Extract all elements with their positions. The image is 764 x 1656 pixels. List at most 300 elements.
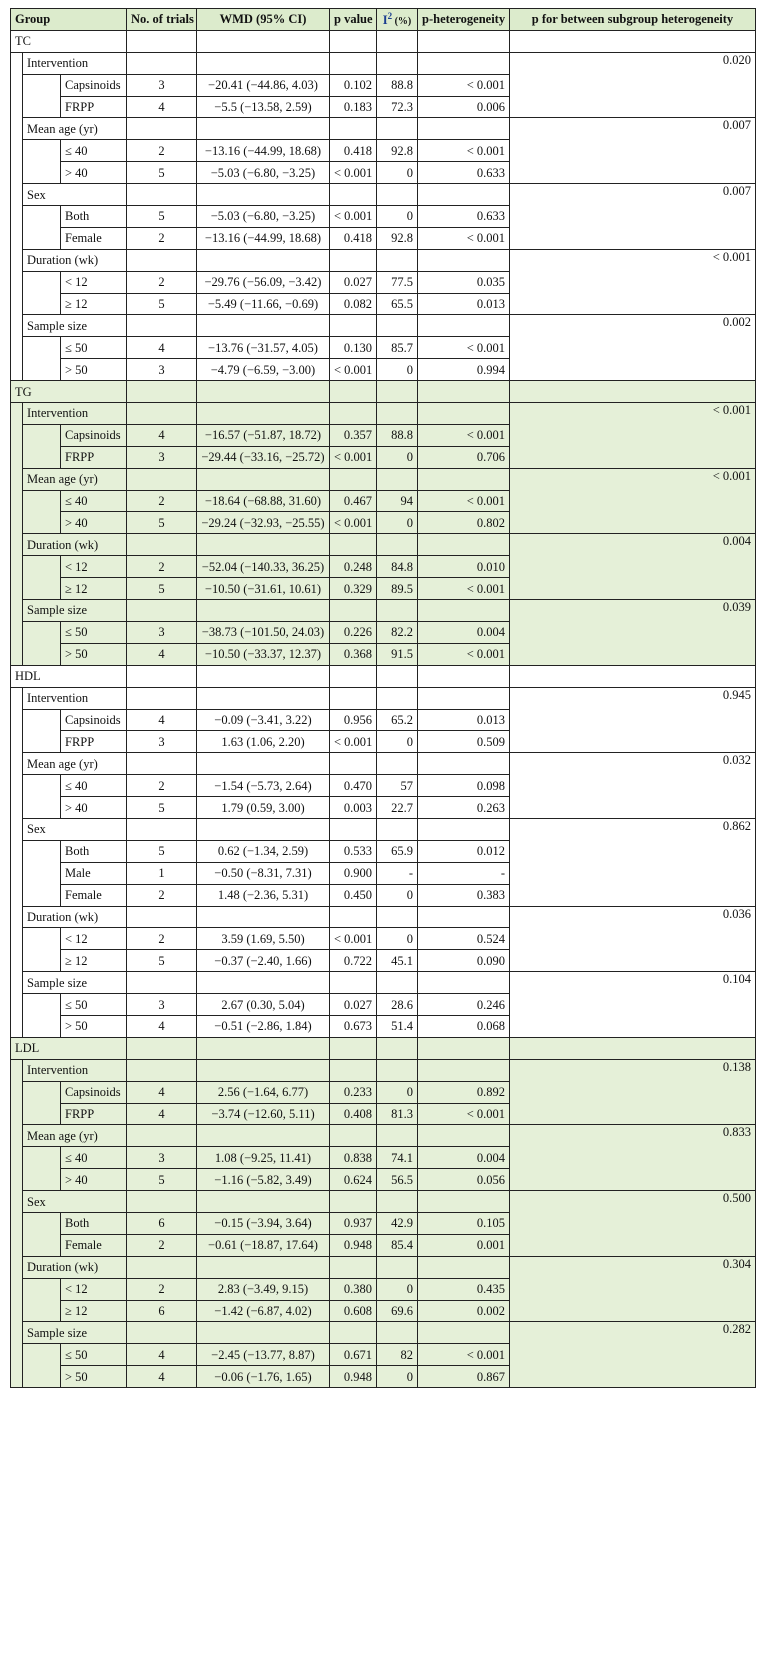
header-p-heterogeneity: p-heterogeneity: [418, 9, 510, 31]
empty-cell: [197, 665, 330, 687]
p-heterogeneity-value: 0.892: [418, 1081, 510, 1103]
i2-value: 92.8: [377, 140, 418, 162]
p-heterogeneity-value: < 0.001: [418, 578, 510, 600]
trials-count: 3: [127, 621, 197, 643]
empty-cell: [330, 906, 377, 928]
trials-count: 4: [127, 424, 197, 446]
empty-cell: [127, 600, 197, 622]
i2-value: 65.2: [377, 709, 418, 731]
p-value: < 0.001: [330, 162, 377, 184]
trials-count: 3: [127, 731, 197, 753]
group-row-ldl: [11, 1037, 756, 1059]
row-label: > 40: [61, 512, 127, 534]
trials-count: 6: [127, 1300, 197, 1322]
empty-cell: [127, 1125, 197, 1147]
empty-cell: [377, 468, 418, 490]
subgroup-label: Sex: [23, 818, 127, 840]
trials-count: 2: [127, 775, 197, 797]
subgroup-label: Intervention: [23, 403, 127, 425]
trials-count: 4: [127, 709, 197, 731]
row-label: FRPP: [61, 1103, 127, 1125]
i2-value: -: [377, 862, 418, 884]
empty-cell: [127, 184, 197, 206]
empty-cell: [197, 1191, 330, 1213]
i2-value: 57: [377, 775, 418, 797]
empty-cell: [377, 687, 418, 709]
indent-cell: [23, 621, 61, 665]
i2-value: 65.5: [377, 293, 418, 315]
trials-count: 5: [127, 1169, 197, 1191]
indent-cell: [23, 337, 61, 381]
empty-cell: [418, 1059, 510, 1081]
p-heterogeneity-value: 0.524: [418, 928, 510, 950]
empty-cell: [418, 534, 510, 556]
indent-cell: [11, 1059, 23, 1387]
i2-value: 85.7: [377, 337, 418, 359]
header-i2-sup: 2: [387, 11, 393, 22]
p-heterogeneity-value: 0.056: [418, 1169, 510, 1191]
row-label: < 12: [61, 1278, 127, 1300]
i2-value: 65.9: [377, 840, 418, 862]
p-value: 0.624: [330, 1169, 377, 1191]
empty-cell: [377, 1191, 418, 1213]
p-heterogeneity-value: 0.105: [418, 1212, 510, 1234]
header-trials: No. of trials: [127, 9, 197, 31]
subgroup-row: [11, 468, 756, 490]
trials-count: 5: [127, 950, 197, 972]
wmd-value: −29.76 (−56.09, −3.42): [197, 271, 330, 293]
row-label: ≤ 50: [61, 621, 127, 643]
trials-count: 3: [127, 446, 197, 468]
empty-cell: [330, 118, 377, 140]
indent-cell: [23, 994, 61, 1038]
trials-count: 3: [127, 994, 197, 1016]
empty-cell: [377, 600, 418, 622]
trials-count: 2: [127, 1278, 197, 1300]
p-heterogeneity-value: 0.068: [418, 1015, 510, 1037]
trials-count: 5: [127, 578, 197, 600]
i2-value: 81.3: [377, 1103, 418, 1125]
trials-count: 4: [127, 643, 197, 665]
wmd-value: −0.09 (−3.41, 3.22): [197, 709, 330, 731]
p-value: 0.533: [330, 840, 377, 862]
wmd-value: −0.50 (−8.31, 7.31): [197, 862, 330, 884]
empty-cell: [330, 1191, 377, 1213]
empty-cell: [377, 30, 418, 52]
i2-value: 84.8: [377, 556, 418, 578]
row-label: ≥ 12: [61, 293, 127, 315]
p-value: 0.130: [330, 337, 377, 359]
trials-count: 5: [127, 162, 197, 184]
p-between-value: 0.138: [510, 1059, 756, 1125]
trials-count: 3: [127, 359, 197, 381]
wmd-value: −0.15 (−3.94, 3.64): [197, 1212, 330, 1234]
p-value: 0.467: [330, 490, 377, 512]
empty-cell: [197, 381, 330, 403]
empty-cell: [418, 1256, 510, 1278]
trials-count: 4: [127, 337, 197, 359]
trials-count: 2: [127, 556, 197, 578]
p-heterogeneity-value: < 0.001: [418, 74, 510, 96]
group-name: TC: [11, 30, 127, 52]
empty-cell: [127, 687, 197, 709]
empty-cell: [330, 753, 377, 775]
trials-count: 2: [127, 271, 197, 293]
i2-value: 28.6: [377, 994, 418, 1016]
p-value: 0.608: [330, 1300, 377, 1322]
p-heterogeneity-value: 0.004: [418, 621, 510, 643]
empty-cell: [330, 1322, 377, 1344]
i2-value: 22.7: [377, 797, 418, 819]
empty-cell: [418, 30, 510, 52]
trials-count: 6: [127, 1212, 197, 1234]
indent-cell: [23, 271, 61, 315]
indent-cell: [23, 1278, 61, 1322]
empty-cell: [197, 600, 330, 622]
trials-count: 5: [127, 840, 197, 862]
p-heterogeneity-value: < 0.001: [418, 140, 510, 162]
empty-cell: [418, 381, 510, 403]
group-row-tc: [11, 30, 756, 52]
empty-cell: [418, 600, 510, 622]
subgroup-row: [11, 118, 756, 140]
row-label: Female: [61, 1234, 127, 1256]
subgroup-label: Sample size: [23, 1322, 127, 1344]
subgroup-label: Mean age (yr): [23, 468, 127, 490]
group-row-tg: [11, 381, 756, 403]
p-value: 0.248: [330, 556, 377, 578]
empty-cell: [197, 403, 330, 425]
empty-cell: [418, 52, 510, 74]
p-heterogeneity-value: 0.013: [418, 709, 510, 731]
empty-cell: [330, 665, 377, 687]
i2-value: 74.1: [377, 1147, 418, 1169]
wmd-value: 0.62 (−1.34, 2.59): [197, 840, 330, 862]
i2-value: 0: [377, 884, 418, 906]
p-heterogeneity-value: 0.802: [418, 512, 510, 534]
p-heterogeneity-value: -: [418, 862, 510, 884]
i2-value: 0: [377, 446, 418, 468]
p-heterogeneity-value: < 0.001: [418, 337, 510, 359]
p-value: 0.102: [330, 74, 377, 96]
row-label: > 50: [61, 359, 127, 381]
empty-cell: [510, 1037, 756, 1059]
i2-value: 82.2: [377, 621, 418, 643]
p-between-value: 0.282: [510, 1322, 756, 1388]
wmd-value: −18.64 (−68.88, 31.60): [197, 490, 330, 512]
wmd-value: −38.73 (−101.50, 24.03): [197, 621, 330, 643]
empty-cell: [418, 1322, 510, 1344]
subgroup-label: Sex: [23, 184, 127, 206]
wmd-value: −4.79 (−6.59, −3.00): [197, 359, 330, 381]
empty-cell: [127, 906, 197, 928]
wmd-value: −0.06 (−1.76, 1.65): [197, 1366, 330, 1388]
i2-value: 88.8: [377, 424, 418, 446]
header-p-value: p value: [330, 9, 377, 31]
wmd-value: −20.41 (−44.86, 4.03): [197, 74, 330, 96]
i2-value: 56.5: [377, 1169, 418, 1191]
i2-value: 77.5: [377, 271, 418, 293]
empty-cell: [330, 1059, 377, 1081]
row-label: Both: [61, 1212, 127, 1234]
empty-cell: [330, 687, 377, 709]
p-value: 0.368: [330, 643, 377, 665]
empty-cell: [377, 381, 418, 403]
p-between-value: 0.020: [510, 52, 756, 118]
header-i2-base: I: [382, 13, 388, 28]
trials-count: 5: [127, 512, 197, 534]
p-heterogeneity-value: < 0.001: [418, 1103, 510, 1125]
empty-cell: [127, 753, 197, 775]
trials-count: 4: [127, 1081, 197, 1103]
p-between-value: 0.945: [510, 687, 756, 753]
wmd-value: −1.42 (−6.87, 4.02): [197, 1300, 330, 1322]
p-value: 0.838: [330, 1147, 377, 1169]
row-label: Capsinoids: [61, 74, 127, 96]
subgroup-row: [11, 906, 756, 928]
empty-cell: [127, 818, 197, 840]
empty-cell: [330, 184, 377, 206]
wmd-value: −5.5 (−13.58, 2.59): [197, 96, 330, 118]
p-value: 0.003: [330, 797, 377, 819]
empty-cell: [418, 906, 510, 928]
p-between-value: 0.104: [510, 972, 756, 1038]
i2-value: 89.5: [377, 578, 418, 600]
row-label: Capsinoids: [61, 1081, 127, 1103]
empty-cell: [418, 753, 510, 775]
i2-value: 0: [377, 206, 418, 228]
empty-cell: [197, 818, 330, 840]
subgroup-row: [11, 403, 756, 425]
indent-cell: [23, 840, 61, 906]
header-group: Group: [11, 9, 127, 31]
empty-cell: [510, 30, 756, 52]
p-heterogeneity-value: 0.867: [418, 1366, 510, 1388]
wmd-value: −52.04 (−140.33, 36.25): [197, 556, 330, 578]
indent-cell: [23, 424, 61, 468]
empty-cell: [377, 1322, 418, 1344]
p-value: 0.027: [330, 994, 377, 1016]
p-value: 0.418: [330, 227, 377, 249]
i2-value: 69.6: [377, 1300, 418, 1322]
empty-cell: [377, 818, 418, 840]
p-heterogeneity-value: 0.035: [418, 271, 510, 293]
row-label: > 50: [61, 1015, 127, 1037]
row-label: ≥ 12: [61, 950, 127, 972]
empty-cell: [510, 381, 756, 403]
p-heterogeneity-value: 0.012: [418, 840, 510, 862]
row-label: ≤ 40: [61, 775, 127, 797]
wmd-value: −13.16 (−44.99, 18.68): [197, 140, 330, 162]
trials-count: 5: [127, 293, 197, 315]
p-heterogeneity-value: 0.246: [418, 994, 510, 1016]
wmd-value: −5.49 (−11.66, −0.69): [197, 293, 330, 315]
empty-cell: [330, 468, 377, 490]
p-heterogeneity-value: 0.006: [418, 96, 510, 118]
group-name: HDL: [11, 665, 127, 687]
subgroup-label: Intervention: [23, 1059, 127, 1081]
p-value: 0.900: [330, 862, 377, 884]
p-value: < 0.001: [330, 206, 377, 228]
subgroup-label: Duration (wk): [23, 1256, 127, 1278]
i2-value: 0: [377, 359, 418, 381]
indent-cell: [23, 775, 61, 819]
subgroup-label: Sample size: [23, 972, 127, 994]
empty-cell: [330, 403, 377, 425]
empty-cell: [418, 249, 510, 271]
subgroup-row: [11, 1059, 756, 1081]
p-between-value: 0.002: [510, 315, 756, 381]
i2-value: 0: [377, 1278, 418, 1300]
wmd-value: 2.83 (−3.49, 9.15): [197, 1278, 330, 1300]
p-heterogeneity-value: 0.004: [418, 1147, 510, 1169]
empty-cell: [377, 118, 418, 140]
wmd-value: −10.50 (−31.61, 10.61): [197, 578, 330, 600]
subgroup-row: [11, 753, 756, 775]
p-heterogeneity-value: < 0.001: [418, 1344, 510, 1366]
p-between-value: 0.007: [510, 118, 756, 184]
row-label: Capsinoids: [61, 424, 127, 446]
p-heterogeneity-value: 0.435: [418, 1278, 510, 1300]
p-value: 0.956: [330, 709, 377, 731]
subgroup-row: [11, 687, 756, 709]
empty-cell: [197, 249, 330, 271]
empty-cell: [127, 1191, 197, 1213]
empty-cell: [127, 381, 197, 403]
wmd-value: −3.74 (−12.60, 5.11): [197, 1103, 330, 1125]
p-value: 0.082: [330, 293, 377, 315]
empty-cell: [197, 1256, 330, 1278]
p-value: 0.380: [330, 1278, 377, 1300]
empty-cell: [330, 818, 377, 840]
wmd-value: 1.79 (0.59, 3.00): [197, 797, 330, 819]
empty-cell: [330, 1037, 377, 1059]
empty-cell: [330, 30, 377, 52]
i2-value: 0: [377, 1366, 418, 1388]
subgroup-row: [11, 1125, 756, 1147]
p-between-value: 0.032: [510, 753, 756, 819]
header-i2: [377, 9, 418, 31]
wmd-value: −5.03 (−6.80, −3.25): [197, 206, 330, 228]
p-between-value: < 0.001: [510, 249, 756, 315]
empty-cell: [127, 972, 197, 994]
empty-cell: [418, 1191, 510, 1213]
empty-cell: [127, 118, 197, 140]
row-label: < 12: [61, 556, 127, 578]
subgroup-row: [11, 1322, 756, 1344]
p-heterogeneity-value: < 0.001: [418, 227, 510, 249]
p-value: 0.418: [330, 140, 377, 162]
empty-cell: [330, 972, 377, 994]
empty-cell: [377, 1125, 418, 1147]
indent-cell: [23, 709, 61, 753]
empty-cell: [418, 118, 510, 140]
row-label: ≤ 50: [61, 994, 127, 1016]
p-value: < 0.001: [330, 359, 377, 381]
i2-value: 42.9: [377, 1212, 418, 1234]
p-value: 0.233: [330, 1081, 377, 1103]
i2-value: 92.8: [377, 227, 418, 249]
trials-count: 4: [127, 96, 197, 118]
row-label: ≥ 12: [61, 578, 127, 600]
empty-cell: [127, 52, 197, 74]
wmd-value: 2.67 (0.30, 5.04): [197, 994, 330, 1016]
empty-cell: [197, 753, 330, 775]
subgroup-label: Duration (wk): [23, 249, 127, 271]
i2-value: 0: [377, 162, 418, 184]
empty-cell: [127, 30, 197, 52]
row-label: ≤ 40: [61, 490, 127, 512]
p-value: 0.722: [330, 950, 377, 972]
p-heterogeneity-value: 0.013: [418, 293, 510, 315]
empty-cell: [197, 468, 330, 490]
i2-value: 91.5: [377, 643, 418, 665]
empty-cell: [377, 249, 418, 271]
group-name: TG: [11, 381, 127, 403]
table-header: [11, 9, 756, 31]
empty-cell: [197, 687, 330, 709]
row-label: Female: [61, 227, 127, 249]
wmd-value: −13.16 (−44.99, 18.68): [197, 227, 330, 249]
p-value: 0.226: [330, 621, 377, 643]
p-heterogeneity-value: < 0.001: [418, 643, 510, 665]
empty-cell: [330, 600, 377, 622]
i2-value: 94: [377, 490, 418, 512]
indent-cell: [23, 1344, 61, 1388]
p-value: < 0.001: [330, 512, 377, 534]
empty-cell: [377, 315, 418, 337]
empty-cell: [197, 972, 330, 994]
trials-count: 2: [127, 1234, 197, 1256]
row-label: FRPP: [61, 731, 127, 753]
i2-value: 88.8: [377, 74, 418, 96]
p-value: 0.948: [330, 1234, 377, 1256]
empty-cell: [377, 1037, 418, 1059]
empty-cell: [330, 1256, 377, 1278]
group-row-hdl: [11, 665, 756, 687]
subgroup-analysis-table: [10, 8, 756, 1388]
trials-count: 3: [127, 74, 197, 96]
empty-cell: [418, 972, 510, 994]
row-label: FRPP: [61, 446, 127, 468]
table-body: [11, 30, 756, 1387]
trials-count: 2: [127, 884, 197, 906]
indent-cell: [11, 52, 23, 380]
empty-cell: [127, 249, 197, 271]
empty-cell: [418, 468, 510, 490]
wmd-value: 2.56 (−1.64, 6.77): [197, 1081, 330, 1103]
wmd-value: −5.03 (−6.80, −3.25): [197, 162, 330, 184]
i2-value: 0: [377, 1081, 418, 1103]
subgroup-label: Intervention: [23, 52, 127, 74]
p-heterogeneity-value: 0.263: [418, 797, 510, 819]
subgroup-row: [11, 534, 756, 556]
subgroup-row: [11, 1256, 756, 1278]
indent-cell: [11, 687, 23, 1037]
wmd-value: −1.16 (−5.82, 3.49): [197, 1169, 330, 1191]
p-heterogeneity-value: 0.509: [418, 731, 510, 753]
p-between-value: 0.039: [510, 600, 756, 666]
empty-cell: [377, 665, 418, 687]
i2-value: 0: [377, 928, 418, 950]
i2-value: 72.3: [377, 96, 418, 118]
indent-cell: [23, 1212, 61, 1256]
indent-cell: [23, 206, 61, 250]
p-between-value: < 0.001: [510, 468, 756, 534]
i2-value: 0: [377, 731, 418, 753]
i2-value: 85.4: [377, 1234, 418, 1256]
p-heterogeneity-value: 0.383: [418, 884, 510, 906]
